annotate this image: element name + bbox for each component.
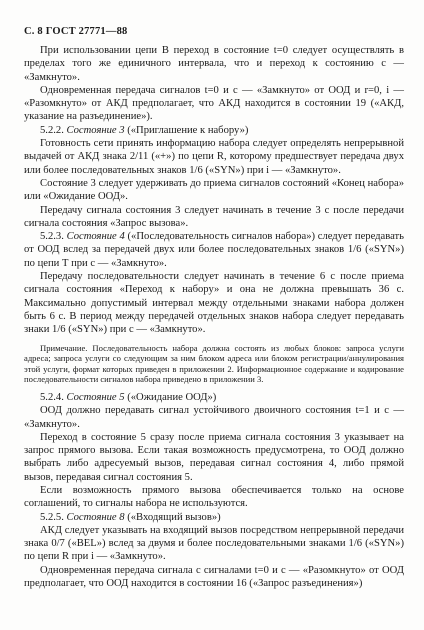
paragraph: Одновременная передача сигнала с сигналами t=0 и c — «Разомкнуто» от ООД предполагает, что ООД находится в состоянии 16 («Запрос разъединения»)	[24, 564, 404, 590]
note-text: Последовательность набора должна состоять из любых блоков: запроса услуги адреса; запроса услуги со следующим за ним блоком адреса или блоком регистрации/аннулирования этой услуги, формат которых приведен в приложении 2. Информационное содержание и кодирование последовательности сигналов набора приведено в приложении 3.	[24, 342, 404, 385]
section-title: Состояние 3	[66, 124, 125, 136]
paragraph: Состояние 3 следует удерживать до приема сигналов состояний «Конец набора» или «Ожидание ООД».	[24, 177, 404, 203]
section-subtitle: («Ожидание ООД»)	[127, 391, 217, 403]
section-5-2-4-heading	[24, 391, 404, 404]
section-5-2-5-heading	[24, 511, 404, 524]
section-5-2-2-heading	[24, 124, 404, 137]
section-title: Состояние 8	[66, 511, 125, 523]
paragraph: Готовность сети принять информацию набора следует определять непрерывной выдачей от АКД знака 2/11 («+») по цепи R, которому предшествует передача двух или более последовательных знаков 1/6 («SYN») при i — «Замкнуто».	[24, 138, 404, 176]
section-title: Состояние 5	[66, 391, 125, 403]
paragraph: АКД следует указывать на входящий вызов посредством непрерывной передачи знака 0/7 («BEL») вслед за двумя и более последовательными знаками 1/6 («SYN») по цепи R при i — «Замкнуто».	[24, 524, 404, 563]
paragraph: Передачу последовательности следует начинать в течение 6 с после приема сигнала состояния «Переход к набору» и она не должна превышать 36 с. Максимально допустимый интервал между отдельными знаками набора должен быть 6 с. В период между передачей отдельных знаков набора следует передавать знаки 1/6 («SYN») при c — «Замкнуто».	[24, 271, 404, 336]
section-number: 5.2.4.	[40, 391, 64, 403]
section-text: («Последовательность сигналов набора») следует передавать от ООД вслед за передачей двух или более последовательных знаков 1/6 («SYN») по цепи Т при c — «Замкнуто».	[24, 231, 404, 269]
section-title: Состояние 4	[66, 231, 125, 243]
section-number: 5.2.2.	[40, 124, 64, 136]
document-body	[24, 44, 404, 590]
section-5-2-3-heading	[24, 230, 404, 270]
note	[24, 343, 404, 385]
section-subtitle: («Приглашение к набору»)	[127, 124, 249, 136]
paragraph: При использовании цепи В переход в состояние t=0 следует осуществлять в пределах того же единичного интервала, что и переход к состоянию c — «Замкнуто».	[24, 45, 404, 83]
paragraph: Одновременная передача сигналов t=0 и c — «Замкнуто» от ООД и r=0, i — «Разомкнуто» от АКД предполагает, что АКД находится в состоянии 19 («АКД, указание на разъединение»).	[24, 84, 404, 123]
page-header: С. 8 ГОСТ 27771—88	[24, 26, 128, 37]
note-label: Примечание.	[40, 342, 88, 353]
section-subtitle: («Входящий вызов»)	[127, 511, 221, 523]
paragraph: Если возможность прямого вызова обеспечивается только на основе соглашений, то сигналы набора не используются.	[24, 484, 404, 510]
paragraph: Переход в состояние 5 сразу после приема сигнала состояния 3 указывает на запрос прямого вызова. Если такая возможность предусмотрена, то ООД должно выбрать либо адресуемый вызов, передавая сигнал состояния 4, либо прямой вызов, передавая сигнал состояния 5.	[24, 431, 404, 483]
paragraph: ООД должно передавать сигнал устойчивого двоичного состояния t=1 и c — «Замкнуто».	[24, 405, 404, 430]
section-number: 5.2.5.	[40, 511, 64, 523]
section-number: 5.2.3.	[40, 231, 64, 243]
paragraph: Передачу сигнала состояния 3 следует начинать в течение 3 с после передачи сигнала состояния «Запрос вызова».	[24, 204, 404, 229]
